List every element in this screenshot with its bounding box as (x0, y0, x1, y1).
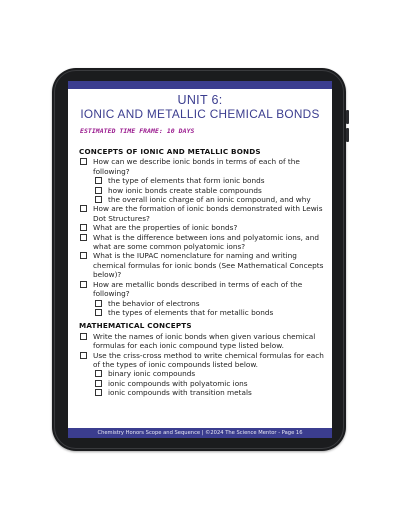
checklist-content (79, 147, 327, 398)
checklist-subitem (79, 308, 327, 317)
subitem-text: binary ionic compounds (108, 369, 196, 379)
checklist-subitem (79, 195, 327, 204)
checklist-item (79, 157, 327, 176)
checkbox[interactable] (95, 177, 102, 184)
checklist-item (79, 223, 327, 232)
item-text: What are the properties of ionic bonds? (93, 223, 238, 233)
section-heading: MATHEMATICAL CONCEPTS (79, 321, 192, 331)
subitem-text: the type of elements that form ionic bonds (108, 176, 265, 186)
checklist-item (79, 332, 327, 351)
time-frame: ESTIMATED TIME FRAME: 10 DAYS (80, 127, 195, 135)
tablet-volume-button (346, 128, 349, 142)
item-text: Write the names of ionic bonds when given various chemical formulas for each ionic compound type listed below. (93, 331, 316, 351)
tablet-screen (68, 81, 332, 438)
item-text: How are metallic bonds described in terms of each of the following? (93, 279, 303, 299)
subitem-text: ionic compounds with transition metals (108, 388, 252, 398)
checklist-item (79, 233, 327, 252)
item-text: Use the criss-cross method to write chemical formulas for each of the types of ionic compounds listed below. (93, 350, 324, 369)
checklist-subitem (79, 186, 327, 195)
checkbox[interactable] (95, 187, 102, 194)
checklist-item (79, 251, 327, 279)
checkbox[interactable] (80, 352, 87, 359)
checkbox[interactable] (80, 333, 87, 340)
item-text: What is the IUPAC nomenclature for naming and writing chemical formulas for ionic bonds (See Mathematical Concepts below)? (93, 251, 324, 280)
checklist-subitem (79, 379, 327, 388)
subitem-text: the types of elements that for metallic bonds (108, 307, 274, 317)
tablet-volume-button (346, 110, 349, 124)
checkbox[interactable] (80, 224, 87, 231)
checklist-subitem (79, 388, 327, 397)
checklist-item (79, 280, 327, 299)
item-text: How are the formation of ionic bonds demonstrated with Lewis Dot Structures? (93, 204, 323, 223)
checklist-item (79, 351, 327, 370)
subitem-text: the overall ionic charge of an ionic compound, and why (108, 195, 311, 205)
checkbox[interactable] (95, 389, 102, 396)
checkbox[interactable] (95, 370, 102, 377)
section-heading: CONCEPTS OF IONIC AND METALLIC BONDS (79, 147, 261, 156)
checklist-subitem (79, 299, 327, 308)
unit-number: UNIT 6: (177, 93, 223, 107)
checkbox[interactable] (95, 380, 102, 387)
checkbox[interactable] (95, 309, 102, 316)
item-text: How can we describe ionic bonds in terms of each of the following? (93, 157, 300, 176)
page-title: IONIC AND METALLIC CHEMICAL BONDS (80, 107, 320, 121)
checklist-subitem (79, 369, 327, 378)
checkbox[interactable] (80, 252, 87, 259)
top-accent-bar (68, 81, 332, 89)
subitem-text: the behavior of electrons (108, 298, 200, 308)
checklist-item (79, 204, 327, 223)
checklist-subitem (79, 176, 327, 185)
checkbox[interactable] (80, 158, 87, 165)
checkbox[interactable] (80, 205, 87, 212)
footer-bar: Chemistry Honors Scope and Sequence | ©2024 The Science Mentor - Page 16 (68, 428, 332, 438)
checkbox[interactable] (95, 196, 102, 203)
subitem-text: ionic compounds with polyatomic ions (108, 378, 248, 388)
checkbox[interactable] (80, 234, 87, 241)
item-text: What is the difference between ions and polyatomic ions, and what are some common polyatomic ions? (93, 232, 320, 252)
checkbox[interactable] (80, 281, 87, 288)
checkbox[interactable] (95, 300, 102, 307)
subitem-text: how ionic bonds create stable compounds (108, 185, 262, 195)
